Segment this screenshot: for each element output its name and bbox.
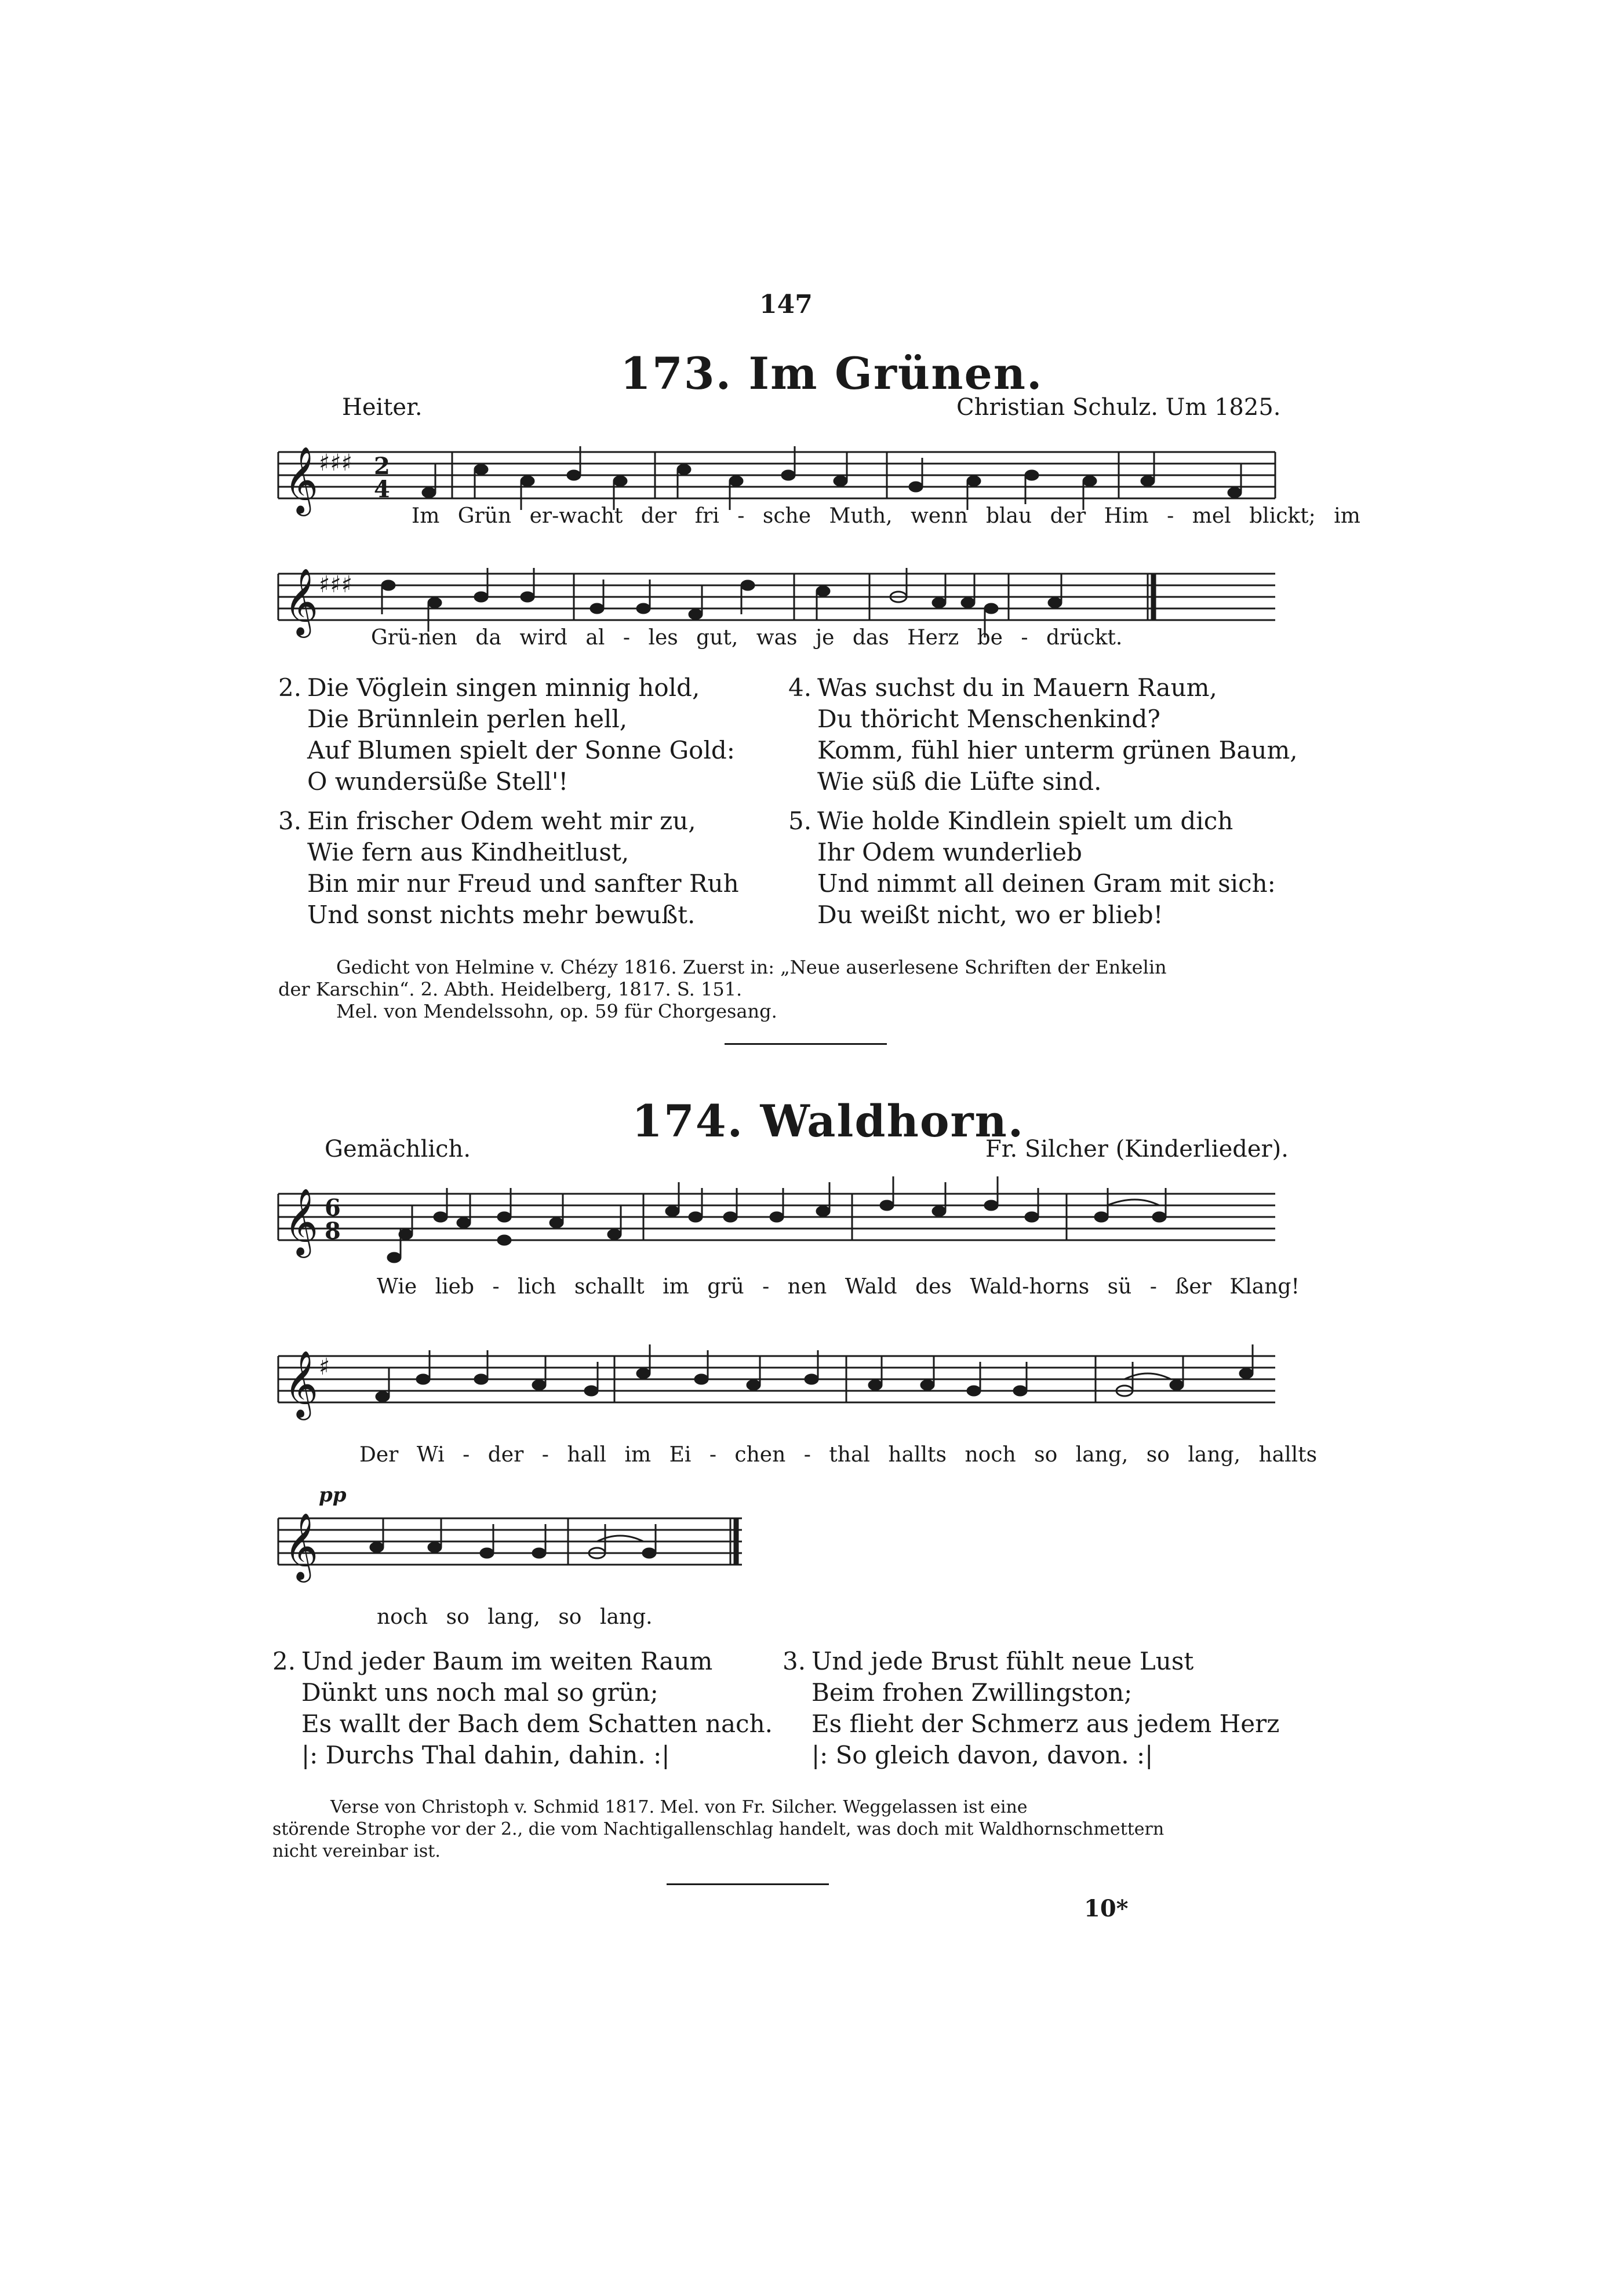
svg-text:𝄞: 𝄞 bbox=[284, 567, 319, 635]
bottom-rule bbox=[667, 1883, 829, 1885]
song-174-source-notes: Verse von Christoph v. Schmid 1817. Mel. von Fr. Silcher. Weggelassen ist eine störende Strophe vor der 2., die vom Nachtigallenschlag handelt, was doch mit Waldhornschmettern nicht vereinbar ist. bbox=[272, 1797, 1165, 1861]
svg-text:4: 4 bbox=[374, 476, 390, 503]
song-174-staff-2 bbox=[272, 1333, 1281, 1437]
section-divider bbox=[725, 1043, 887, 1045]
svg-text:♯♯♯: ♯♯♯ bbox=[319, 450, 353, 476]
svg-text:8: 8 bbox=[325, 1218, 341, 1245]
song-174-verse-2: 2. Und jeder Baum im weiten Raum Dünkt uns noch mal so grün; Es wallt der Bach dem Schatten nach. |: Durchs Thal dahin, dahin. :| bbox=[272, 1647, 773, 1769]
svg-text:𝄞: 𝄞 bbox=[284, 1187, 319, 1255]
song-174-composer: Fr. Silcher (Kinderlieder). bbox=[985, 1136, 1289, 1162]
svg-text:𝄞: 𝄞 bbox=[284, 446, 319, 513]
svg-text:6: 6 bbox=[325, 1194, 341, 1222]
song-173-verse-5: 5. Wie holde Kindlein spielt um dich Ihr Odem wunderlieb Und nimmt all deinen Gram mit sich: Du weißt nicht, wo er blieb! bbox=[788, 807, 1276, 929]
song-174-staff-1 bbox=[272, 1171, 1281, 1275]
song-174-title: 174. Waldhorn. bbox=[632, 1095, 1025, 1147]
song-173-lyrics-2: Grü-nen da wird al - les gut, was je das Herz be - drückt. bbox=[371, 626, 1123, 650]
svg-text:♯♯♯: ♯♯♯ bbox=[319, 571, 353, 598]
song-174-lyrics-1: Wie lieb - lich schallt im grü - nen Wald des Wald-horns sü - ßer Klang! bbox=[377, 1275, 1300, 1299]
song-174-tempo: Gemächlich. bbox=[325, 1136, 471, 1162]
song-174-lyrics-2: Der Wi - der - hall im Ei - chen - thal hallts noch so lang, so lang, hallts bbox=[359, 1443, 1318, 1467]
signature-mark: 10* bbox=[1084, 1895, 1129, 1922]
dynamic-marking: pp bbox=[319, 1484, 347, 1507]
song-173-verse-3: 3. Ein frischer Odem weht mir zu, Wie fern aus Kindheitlust, Bin mir nur Freud und sanfter Ruh Und sonst nichts mehr bewußt. bbox=[278, 807, 739, 929]
song-173-source-notes: Gedicht von Helmine v. Chézy 1816. Zuerst in: „Neue auserlesene Schriften der Enkelin der Karschin“. 2. Abth. Heidelberg, 1817. S. 151. Mel. von Mendelssohn, op. 59 für Chorgesang. bbox=[278, 956, 1167, 1022]
song-173-verse-4: 4. Was suchst du in Mauern Raum, Du thöricht Menschenkind? Komm, fühl hier unterm grünen Baum, Wie süß die Lüfte sind. bbox=[788, 673, 1298, 796]
song-173-lyrics-1: Im Grün er-wacht der fri - sche Muth, wenn blau der Him - mel blickt; im bbox=[412, 504, 1360, 528]
svg-text:𝄞: 𝄞 bbox=[284, 1350, 319, 1417]
song-174-verse-3: 3. Und jede Brust fühlt neue Lust Beim frohen Zwillingston; Es flieht der Schmerz aus jedem Herz |: So gleich davon, davon. :| bbox=[783, 1647, 1280, 1769]
svg-text:2: 2 bbox=[374, 453, 390, 480]
song-173-title: 173. Im Grünen. bbox=[620, 348, 1043, 399]
svg-text:♯: ♯ bbox=[319, 1354, 330, 1380]
song-174-lyrics-3: noch so lang, so lang. bbox=[377, 1605, 653, 1629]
svg-text:𝄞: 𝄞 bbox=[284, 1512, 319, 1580]
song-173-tempo: Heiter. bbox=[342, 394, 423, 421]
page-number: 147 bbox=[759, 290, 813, 319]
song-173-verse-2: 2. Die Vöglein singen minnig hold, Die Brünnlein perlen hell, Auf Blumen spielt der Sonne Gold: O wundersüße Stell'! bbox=[278, 673, 735, 796]
song-173-composer: Christian Schulz. Um 1825. bbox=[956, 394, 1281, 421]
song-174-staff-3 bbox=[272, 1495, 748, 1599]
